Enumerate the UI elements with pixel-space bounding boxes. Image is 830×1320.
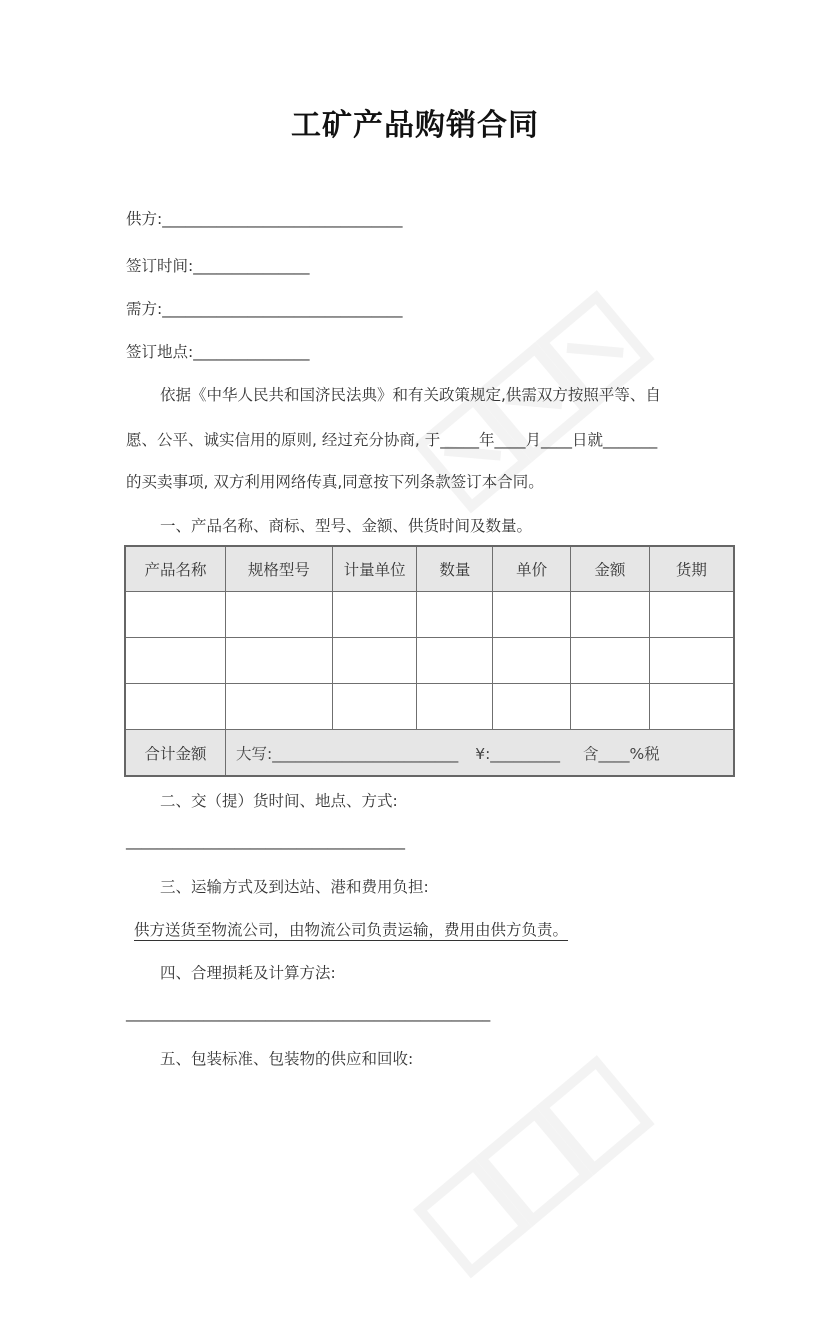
section-4-heading: 四、合理损耗及计算方法: — [160, 964, 336, 982]
section-1-heading: 一、产品名称、商标、型号、金额、供货时间及数量。 — [160, 517, 533, 535]
table-cell — [570, 592, 649, 638]
section-4-blank: _______________________________________________ — [126, 1004, 491, 1022]
total-yuan: ¥:_________ — [475, 744, 561, 763]
table-cell — [649, 592, 734, 638]
table-cell — [417, 592, 493, 638]
supplier-field: 供方:_______________________________ — [126, 210, 403, 228]
table-cell — [226, 638, 333, 684]
column-header: 数量 — [417, 546, 493, 592]
sign-time-field: 签订时间:_______________ — [126, 257, 310, 275]
table-cell — [125, 684, 226, 730]
table-row — [125, 684, 734, 730]
column-header: 金额 — [570, 546, 649, 592]
sign-place-field: 签订地点:_______________ — [126, 343, 310, 361]
table-cell — [493, 592, 571, 638]
column-header: 规格型号 — [226, 546, 333, 592]
table-cell — [417, 684, 493, 730]
table-cell — [649, 684, 734, 730]
section-5-heading: 五、包装标准、包装物的供应和回收: — [160, 1050, 414, 1068]
total-words: 大写:________________________ — [236, 744, 459, 763]
section-3-heading: 三、运输方式及到达站、港和费用负担: — [160, 878, 429, 896]
table-cell — [332, 638, 417, 684]
table-cell — [226, 684, 333, 730]
table-cell — [570, 684, 649, 730]
section-2-blank: ____________________________________ — [126, 832, 405, 850]
table-cell — [493, 638, 571, 684]
intro-line-3: 的买卖事项, 双方利用网络传真,同意按下列条款签订本合同。 — [126, 473, 544, 491]
buyer-field: 需方:_______________________________ — [126, 300, 403, 318]
total-label: 合计金额 — [125, 730, 226, 777]
table-cell — [570, 638, 649, 684]
total-tax: 含____%税 — [583, 744, 660, 763]
table-cell — [332, 684, 417, 730]
product-table — [124, 545, 735, 777]
table-cell — [649, 638, 734, 684]
column-header: 单价 — [493, 546, 571, 592]
table-header-row — [125, 546, 734, 592]
total-amount-cell — [226, 730, 734, 777]
table-cell — [332, 592, 417, 638]
table-row — [125, 592, 734, 638]
intro-line-2: 愿、公平、诚实信用的原则, 经过充分协商, 于_____年____月____日就_______ — [126, 431, 658, 449]
intro-line-1: 依据《中华人民共和国济民法典》和有关政策规定,供需双方按照平等、自 — [160, 386, 661, 404]
watermark-logo — [380, 255, 680, 555]
table-cell — [226, 592, 333, 638]
document-title: 工矿产品购销合同 — [291, 108, 539, 143]
table-cell — [493, 684, 571, 730]
watermark-logo — [380, 1020, 680, 1320]
table-cell — [125, 638, 226, 684]
section-2-heading: 二、交（提）货时间、地点、方式: — [160, 792, 398, 810]
section-3-content: 供方送货至物流公司，由物流公司负责运输，费用由供方负责。 — [134, 921, 569, 939]
column-header: 计量单位 — [332, 546, 417, 592]
column-header: 产品名称 — [125, 546, 226, 592]
table-cell — [125, 592, 226, 638]
table-row — [125, 638, 734, 684]
total-row — [125, 730, 734, 777]
column-header: 货期 — [649, 546, 734, 592]
table-cell — [417, 638, 493, 684]
